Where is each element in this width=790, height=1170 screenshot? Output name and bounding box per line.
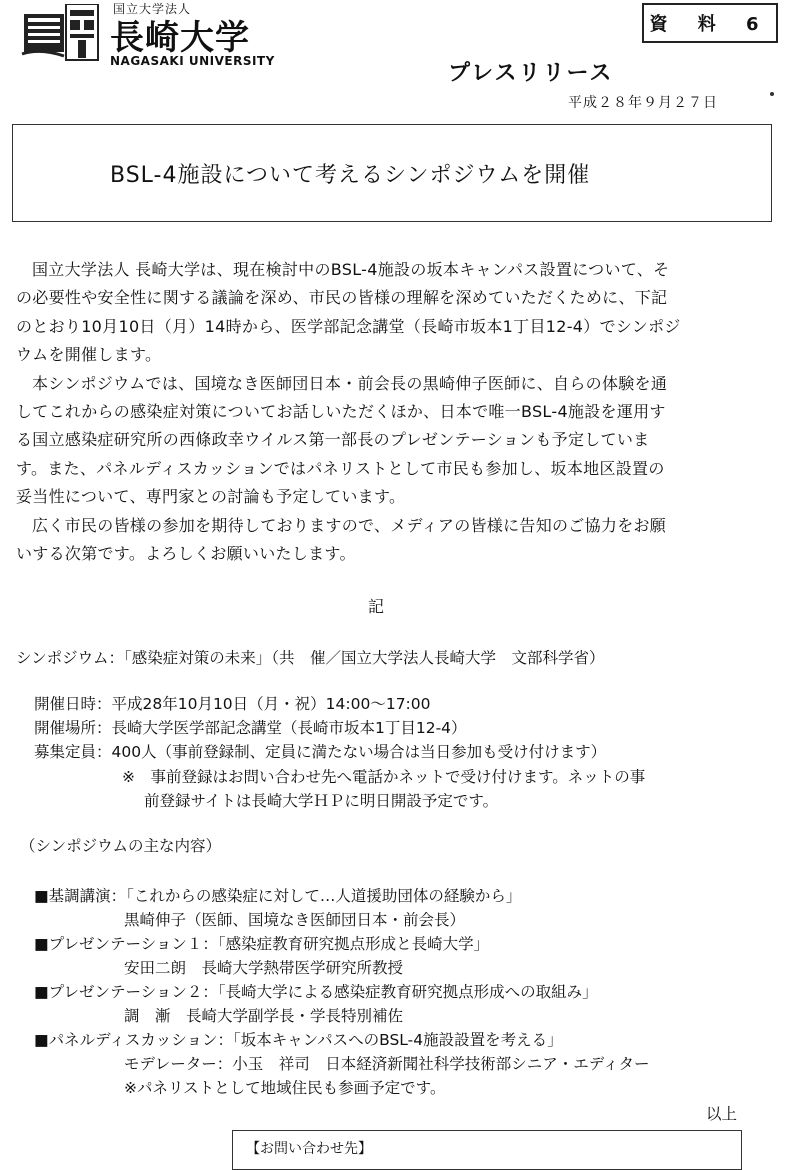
symposium-venue: 開催場所：長崎大学医学部記念講堂（長崎市坂本1丁目12-4） xyxy=(34,719,467,737)
intro-line: 本シンポジウムでは、国境なき医師団日本・前会長の黒崎伸子医師に、自らの体験を通 xyxy=(32,373,668,393)
program-item-speaker: 調 漸 長崎大学副学長・学長特別補佐 xyxy=(124,1007,404,1025)
page-title: BSL-4施設について考えるシンポジウムを開催 xyxy=(110,163,591,188)
release-date: 平成２８年９月２７日 xyxy=(568,95,718,111)
logo-university-name: 長崎大学 xyxy=(110,18,250,58)
program-item-title: ■基調講演：「これからの感染症に対して…人道援助団体の経験から」 xyxy=(34,887,522,905)
symposium-note: ※ 事前登録はお問い合わせ先へ電話かネットで受け付けます。ネットの事 xyxy=(122,768,646,786)
program-item-title: ■パネルディスカッション：「坂本キャンパスへのBSL-4施設設置を考える」 xyxy=(34,1031,563,1049)
university-emblem-icon xyxy=(20,4,100,64)
symposium-capacity: 募集定員：400人（事前登録制、定員に満たない場合は当日参加も受け付けます） xyxy=(34,743,607,761)
scan-mark xyxy=(770,92,774,96)
program-item-title: ■プレゼンテーション２：「長崎大学による感染症教育研究拠点形成への取組み」 xyxy=(34,983,598,1001)
document-label: 資 料 6 xyxy=(642,3,778,43)
panel-note: ※パネリストとして地域住民も参画予定です。 xyxy=(124,1079,446,1097)
program-item-title: ■プレゼンテーション１：「感染症教育研究拠点形成と長崎大学」 xyxy=(34,935,490,953)
symposium-note: 前登録サイトは長崎大学ＨＰに明日開設予定です。 xyxy=(144,792,499,810)
intro-line: ウムを開催します。 xyxy=(16,345,162,365)
contact-label: 【お問い合わせ先】 xyxy=(246,1141,372,1157)
intro-line: す。また、パネルディスカッションではパネリストとして市民も参加し、坂本地区設置の xyxy=(16,458,665,478)
intro-line: 国立大学法人 長崎大学は、現在検討中のBSL-4施設の坂本キャンパス設置について、そ xyxy=(32,260,670,279)
intro-line: のとおり10月10日（月）14時から、医学部記念講堂（長崎市坂本1丁目12-4）でシンポジ xyxy=(16,316,681,336)
press-release-heading: プレスリリース xyxy=(448,61,614,86)
symposium-heading: シンポジウム：「感染症対策の未来」（共 催／国立大学法人長崎大学 文部科学省） xyxy=(16,649,605,667)
program-item-speaker: 安田二朗 長崎大学熱帯医学研究所教授 xyxy=(124,959,404,977)
intro-line: の必要性や安全性に関する議論を深め、市民の皆様の理解を深めていただくために、下記 xyxy=(16,288,668,308)
logo-subtitle: 国立大学法人 xyxy=(113,2,192,16)
logo-university-name-en: NAGASAKI UNIVERSITY xyxy=(110,54,275,68)
intro-line: してこれからの感染症対策についてお話しいただくほか、日本で唯一BSL-4施設を運用す xyxy=(16,402,666,422)
program-item-speaker: モデレーター：小玉 祥司 日本経済新聞社科学技術部シニア・エディター xyxy=(124,1055,650,1073)
program-item-speaker: 黒崎伸子（医師、国境なき医師団日本・前会長） xyxy=(124,911,466,929)
intro-line: いする次第です。よろしくお願いいたします。 xyxy=(16,544,356,564)
intro-line: 広く市民の皆様の参加を期待しておりますので、メディアの皆様に告知のご協力をお願 xyxy=(32,515,667,535)
ki-marker: 記 xyxy=(368,597,385,616)
intro-body xyxy=(16,256,776,568)
intro-line: 妥当性について、専門家との討論も予定しています。 xyxy=(16,487,406,507)
symposium-datetime: 開催日時：平成28年10月10日（月・祝）14:00～17:00 xyxy=(34,695,431,713)
contents-heading: （シンポジウムの主な内容） xyxy=(20,837,221,855)
intro-line: る国立感染症研究所の西條政幸ウイルス第一部長のプレゼンテーションも予定していま xyxy=(16,430,650,450)
closing-mark: 以上 xyxy=(706,1105,738,1123)
